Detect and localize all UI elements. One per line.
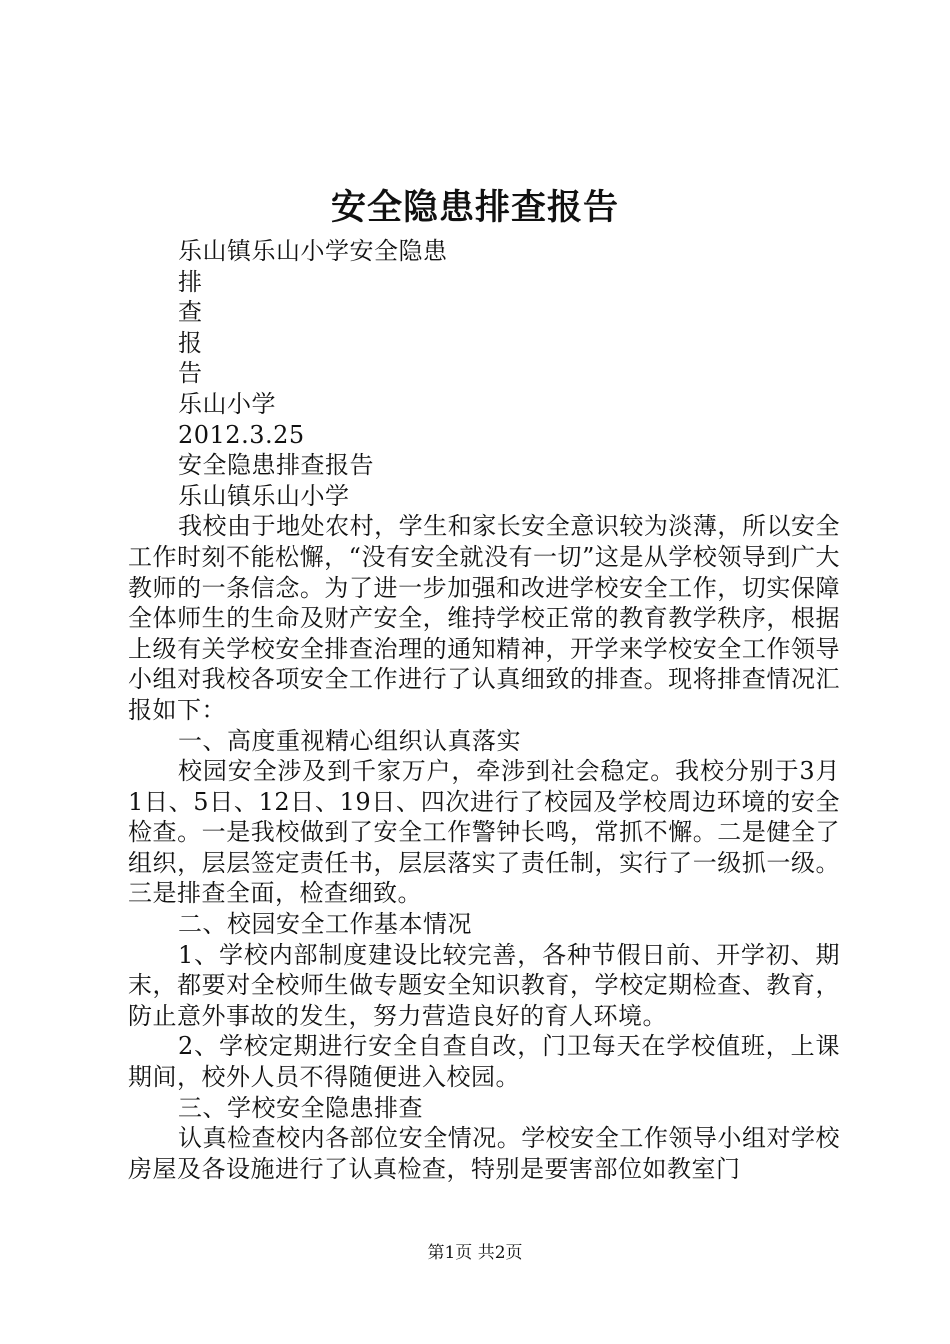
page-footer: 第1页 共2页 [427,1243,523,1263]
header-line: 乐山小学 [178,389,276,418]
header-line: 2012.3.25 [178,420,305,449]
header-line: 查 [178,298,203,327]
document-body [128,236,840,1184]
header-line: 乐山镇乐山小学 [178,481,350,510]
body-paragraph: 我校由于地处农村，学生和家长安全意识较为淡薄，所以安全工作时刻不能松懈，“没有安全就没有一切”这是从学校领导到广大教师的一条信念。为了进一步加强和改进学校安全工作，切实保障全体师生的生命及财产安全，维持学校正常的教育教学秩序，根据上级有关学校安全排查治理的通知精神，开学来学校安全工作领导小组对我校各项安全工作进行了认真细致的排查。现将排查情况汇报如下： [128,512,840,724]
body-paragraph: 校园安全涉及到千家万户，牵涉到社会稳定。我校分别于3月1日、5日、12日、19日、四次进行了校园及学校周边环境的安全检查。一是我校做到了安全工作警钟长鸣，常抓不懈。二是健全了组织，层层签定责任书，层层落实了责任制，实行了一级抓一级。三是排查全面，检查细致。 [128,757,840,908]
header-line: 安全隐患排查报告 [178,451,374,480]
section-heading: 二、校园安全工作基本情况 [178,910,472,939]
header-line: 排 [178,267,203,296]
section-heading: 一、高度重视精心组织认真落实 [178,726,521,755]
header-line: 告 [178,359,203,388]
body-paragraph: 认真检查校内各部位安全情况。学校安全工作领导小组对学校房屋及各设施进行了认真检查，特别是要害部位如教室门 [128,1124,840,1183]
document-title: 安全隐患排查报告 [330,187,619,228]
section-heading: 三、学校安全隐患排查 [178,1093,423,1122]
body-paragraph: 2、学校定期进行安全自查自改，门卫每天在学校值班，上课期间，校外人员不得随便进入校园。 [128,1032,840,1092]
header-line: 报 [178,328,203,357]
header-line: 乐山镇乐山小学安全隐患 [178,237,448,265]
body-paragraph: 1、学校内部制度建设比较完善，各种节假日前、开学初、期末，都要对全校师生做专题安全知识教育，学校定期检查、教育，防止意外事故的发生，努力营造良好的育人环境。 [128,940,840,1030]
